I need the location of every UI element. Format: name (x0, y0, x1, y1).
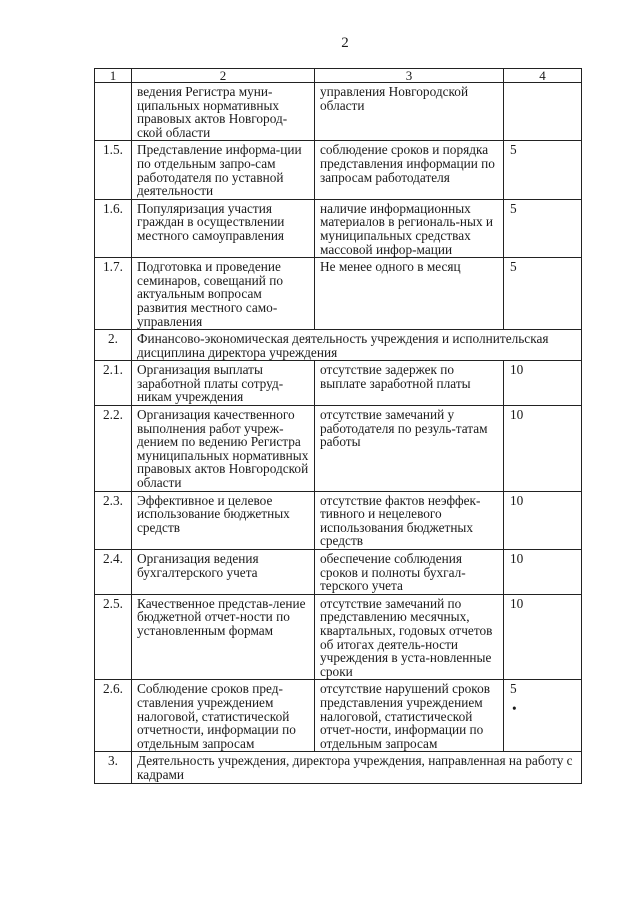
points-cell (504, 258, 582, 330)
indicator-cell: отсутствие задержек по выплате заработной платы (315, 361, 504, 406)
points-value: 5 (510, 259, 517, 275)
criterion-cell: Соблюдение сроков пред-ставления учреждением налоговой, статистической отчетности, информации по отдельным запросам (132, 680, 315, 752)
table-section-row (95, 752, 582, 783)
points-value: 10 (510, 595, 524, 611)
header-cell-2: 2 (132, 69, 315, 83)
indicator-cell: отсутствие замечаний по представлению месячных, квартальных, годовых отчетов об итогах деятель-ности учреждения в уста-новленные сроки (315, 594, 504, 680)
points-value: 10 (510, 362, 524, 378)
indicator-cell: отсутствие замечаний у работодателя по резуль-татам работы (315, 406, 504, 492)
row-number: 2.2. (95, 406, 132, 492)
points-value: 5 (510, 681, 517, 697)
criterion-cell: Подготовка и проведение семинаров, совещаний по актуальным вопросам развития местного само-управления (132, 258, 315, 330)
table-header-row (95, 69, 582, 83)
row-number: 1.6. (95, 199, 132, 257)
row-number: 1.7. (95, 258, 132, 330)
row-number: 2.6. (95, 680, 132, 752)
row-number: 2. (95, 330, 132, 361)
table-row (95, 491, 582, 549)
row-number: 2.5. (95, 594, 132, 680)
criterion-cell: Популяризация участия граждан в осуществлении местного самоуправления (132, 199, 315, 257)
indicator-cell: Не менее одного в месяц (315, 258, 504, 330)
criterion-cell: Эффективное и целевое использование бюджетных средств (132, 491, 315, 549)
criterion-cell: Организация качественного выполнения работ учреж-дением по ведению Регистра муниципальных нормативных правовых актов Новгородской области (132, 406, 315, 492)
criterion-cell: Представление информа-ции по отдельным запро-сам работодателя по уставной деятельности (132, 141, 315, 199)
table-row (95, 406, 582, 492)
points-value: 5 (510, 142, 517, 158)
row-number: 2.3. (95, 491, 132, 549)
criterion-cell: Качественное представ-ление бюджетной отчет-ности по установленным формам (132, 594, 315, 680)
points-cell (504, 594, 582, 680)
indicator-cell: обеспечение соблюдения сроков и полноты бухгал-терского учета (315, 550, 504, 595)
table-row (95, 550, 582, 595)
points-value: 5 (510, 200, 517, 216)
table-row (95, 258, 582, 330)
row-number: 3. (95, 752, 132, 783)
criterion-cell: Организация выплаты заработной платы сотруд-никам учреждения (132, 361, 315, 406)
indicator-cell: отсутствие нарушений сроков представления учреждением налоговой, статистической отчет-ности, информации по отдельным запросам (315, 680, 504, 752)
indicator-cell: соблюдение сроков и порядка представления информации по запросам работодателя (315, 141, 504, 199)
points-cell (504, 406, 582, 492)
points-cell (504, 141, 582, 199)
page-number: 2 (341, 35, 349, 51)
row-number (95, 83, 132, 141)
table-row (95, 199, 582, 257)
table-row (95, 361, 582, 406)
points-cell (504, 550, 582, 595)
header-cell-3: 3 (315, 69, 504, 83)
row-number: 2.1. (95, 361, 132, 406)
points-value: 10 (510, 551, 524, 566)
section-title: Деятельность учреждения, директора учреждения, направленная на работу с кадрами (132, 752, 582, 783)
table-row (95, 594, 582, 680)
points-cell (504, 361, 582, 406)
points-cell (504, 491, 582, 549)
criteria-table (94, 68, 582, 784)
points-cell (504, 83, 582, 141)
row-number: 1.5. (95, 141, 132, 199)
indicator-cell: управления Новгородской области (315, 83, 504, 141)
points-cell (504, 199, 582, 257)
table-row (95, 680, 582, 752)
section-title: Финансово-экономическая деятельность учреждения и исполнительская дисциплина директора учреждения (132, 330, 582, 361)
points-cell (504, 680, 582, 752)
row-number: 2.4. (95, 550, 132, 595)
table-row (95, 141, 582, 199)
table-row (95, 83, 582, 141)
criterion-cell: ведения Регистра муни-ципальных нормативных правовых актов Новгород-ской области (132, 83, 315, 141)
header-cell-4: 4 (504, 69, 582, 83)
points-value: 10 (510, 492, 524, 508)
criterion-cell: Организация ведения бухгалтерского учета (132, 550, 315, 595)
indicator-cell: отсутствие фактов неэффек-тивного и нецелевого использования бюджетных средств (315, 491, 504, 549)
indicator-cell: наличие информационных материалов в региональ-ных и муниципальных средствах массовой инфор-мации (315, 199, 504, 257)
header-cell-1: 1 (95, 69, 132, 83)
points-value: 10 (510, 407, 524, 423)
stray-mark: • (512, 700, 517, 716)
table-section-row (95, 330, 582, 361)
